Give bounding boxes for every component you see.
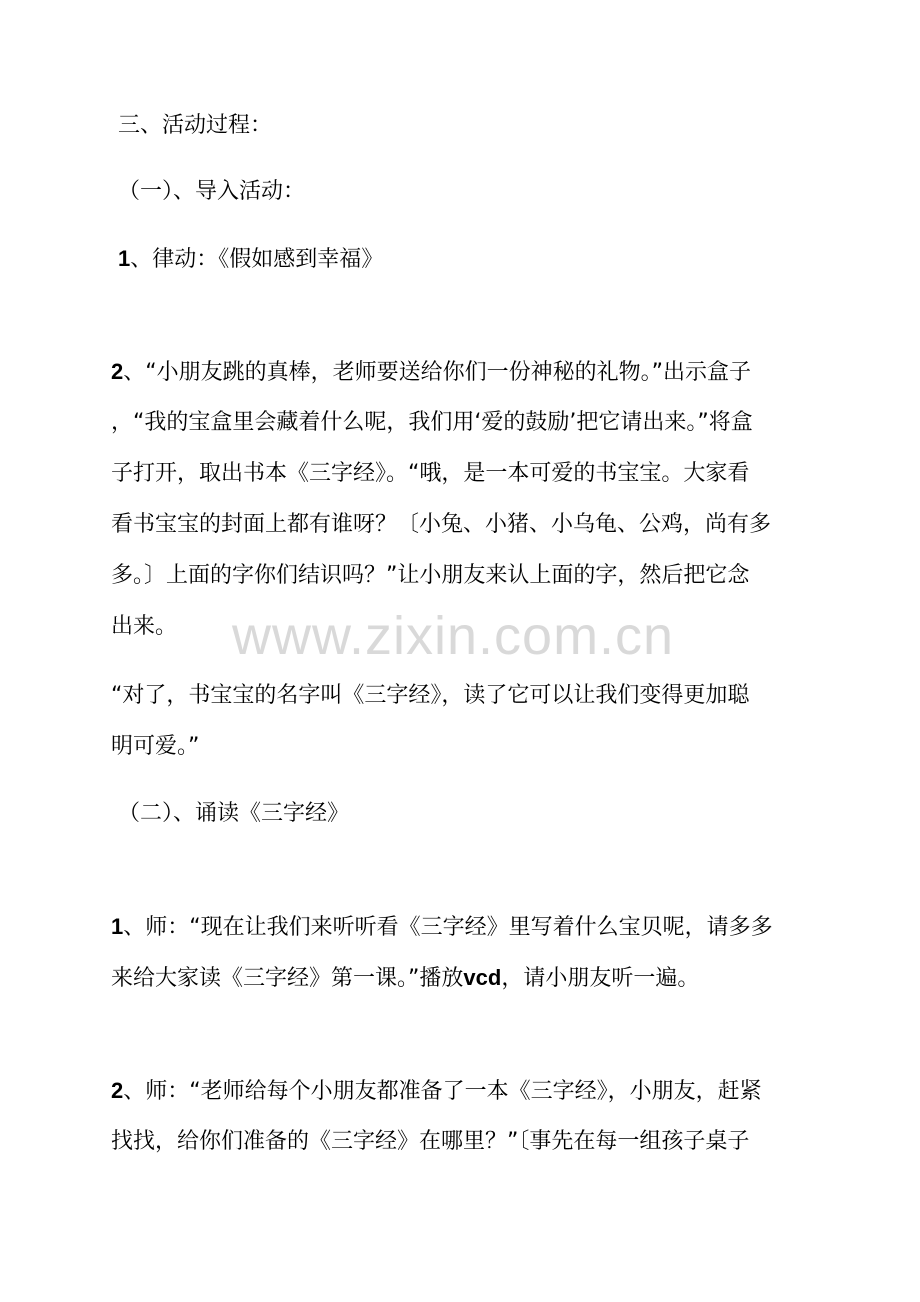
item-text: 来给大家读《三字经》第一课。”播放 <box>111 966 464 991</box>
part1-para-line1: “对了，书宝宝的名字叫《三字经》，读了它可以让我们变得更加聪 <box>111 683 750 708</box>
latin-text: vcd <box>463 965 502 990</box>
part1-item2-line1 <box>111 359 751 386</box>
item-text: 、“小朋友跳的真棒，老师要送给你们一份神秘的礼物。”出示盒子 <box>123 360 752 385</box>
part1-item2-line2: ，“我的宝盒里会藏着什么呢，我们用‘爱的鼓励’把它请出来。”将盒 <box>111 410 753 435</box>
part1-item2-line3: 子打开，取出书本《三字经》。“哦，是一本可爱的书宝宝。大家看 <box>111 461 750 486</box>
section-title: 三、活动过程： <box>118 113 273 138</box>
part1-item2-line5: 多。〕上面的字你们结识吗？”让小朋友来认上面的字，然后把它念 <box>111 563 750 588</box>
part2-item2-line2: 找找，给你们准备的《三字经》在哪里？”〔事先在每一组孩子桌子 <box>111 1129 750 1154</box>
part1-para-line2: 明可爱。” <box>111 734 200 759</box>
item-text: 、律动：《假如感到幸福》 <box>130 247 384 272</box>
item-number: 2 <box>111 359 124 384</box>
part2-item1-line1 <box>111 914 773 941</box>
item-text: 、师：“现在让我们来听听看《三字经》里写着什么宝贝呢，请多多 <box>123 915 773 940</box>
part2-item2-line1 <box>111 1078 762 1105</box>
part1-item2-line6: 出来。 <box>111 614 178 639</box>
item-text: ，请小朋友听一遍。 <box>501 966 700 991</box>
part1-heading: （一）、导入活动： <box>118 179 306 204</box>
item-text: 、师：“老师给每个小朋友都准备了一本《三字经》，小朋友，赶紧 <box>123 1079 762 1104</box>
part2-item1-line2 <box>111 965 699 992</box>
part1-item2-line4: 看书宝宝的封面上都有谁呀？〔小兔、小猪、小乌龟、公鸡，尚有多 <box>111 512 772 537</box>
part1-item1 <box>118 246 383 273</box>
watermark: www.zixin.com.cn <box>232 606 675 666</box>
item-number: 1 <box>111 914 124 939</box>
item-number: 2 <box>111 1078 124 1103</box>
item-number: 1 <box>118 246 131 271</box>
part2-heading: （二）、诵读《三字经》 <box>118 801 350 826</box>
